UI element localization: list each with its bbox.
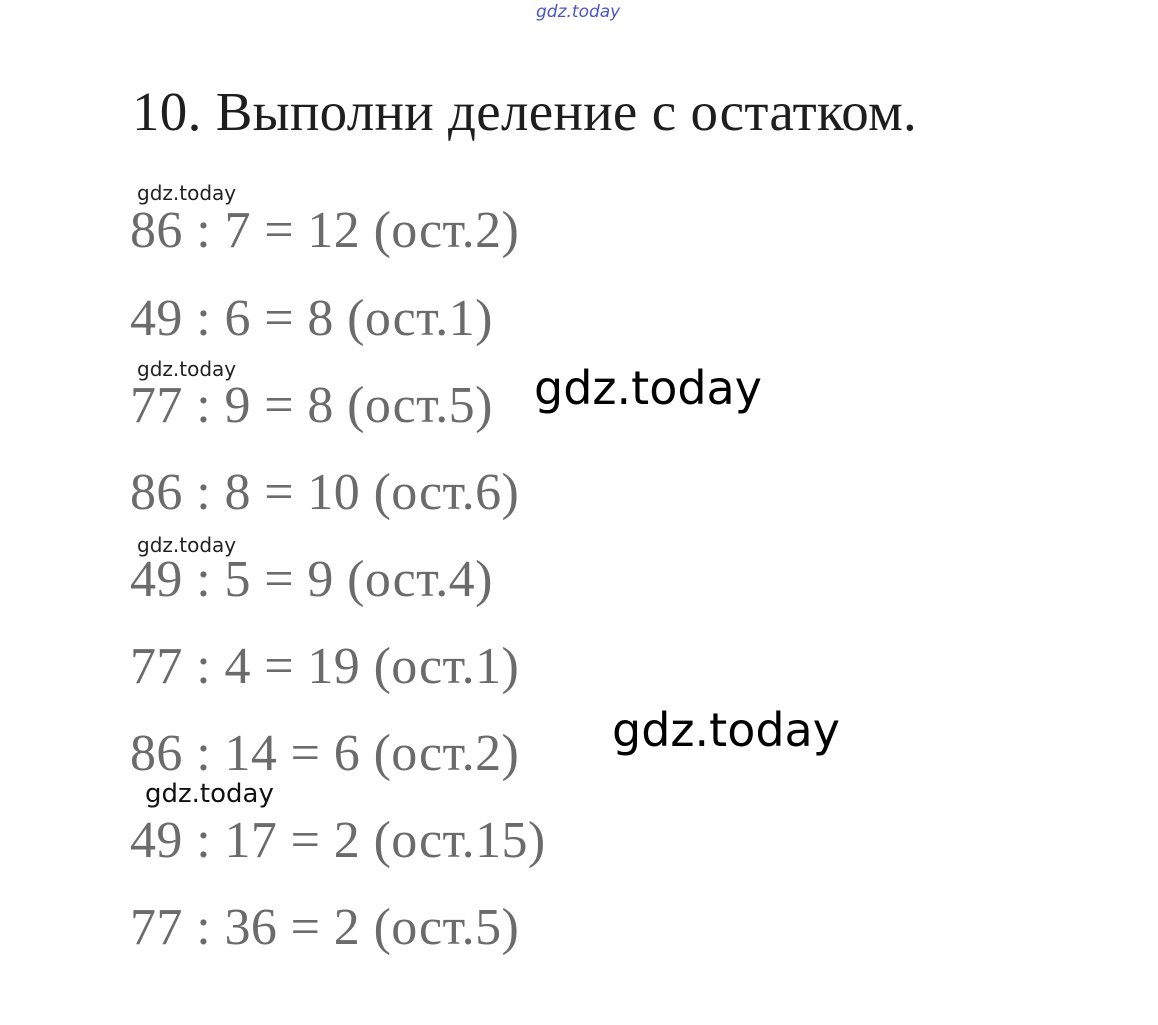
answer-line-2: 49 : 6 = 8 (ост.1) — [130, 290, 493, 347]
answer-line-9: 77 : 36 = 2 (ост.5) — [130, 899, 520, 956]
answer-line-5: 49 : 5 = 9 (ост.4) — [130, 551, 493, 608]
watermark-small-1: gdz.today — [137, 181, 237, 205]
answer-line-7: 86 : 14 = 6 (ост.2) — [130, 725, 520, 782]
watermark-small-2: gdz.today — [137, 357, 237, 381]
watermark-top: gdz.today — [536, 2, 621, 22]
watermark-small-3: gdz.today — [137, 533, 237, 557]
answer-line-6: 77 : 4 = 19 (ост.1) — [130, 638, 520, 695]
watermark-large-1: gdz.today — [534, 361, 762, 415]
answer-line-3: 77 : 9 = 8 (ост.5) — [130, 377, 493, 434]
answer-line-8: 49 : 17 = 2 (ост.15) — [130, 812, 546, 869]
task-title: 10. Выполни деление с остатком. — [132, 81, 918, 142]
watermark-mid: gdz.today — [145, 779, 274, 809]
watermark-large-2: gdz.today — [612, 703, 840, 757]
answer-line-4: 86 : 8 = 10 (ост.6) — [130, 464, 520, 521]
answer-line-1: 86 : 7 = 12 (ост.2) — [130, 202, 520, 259]
